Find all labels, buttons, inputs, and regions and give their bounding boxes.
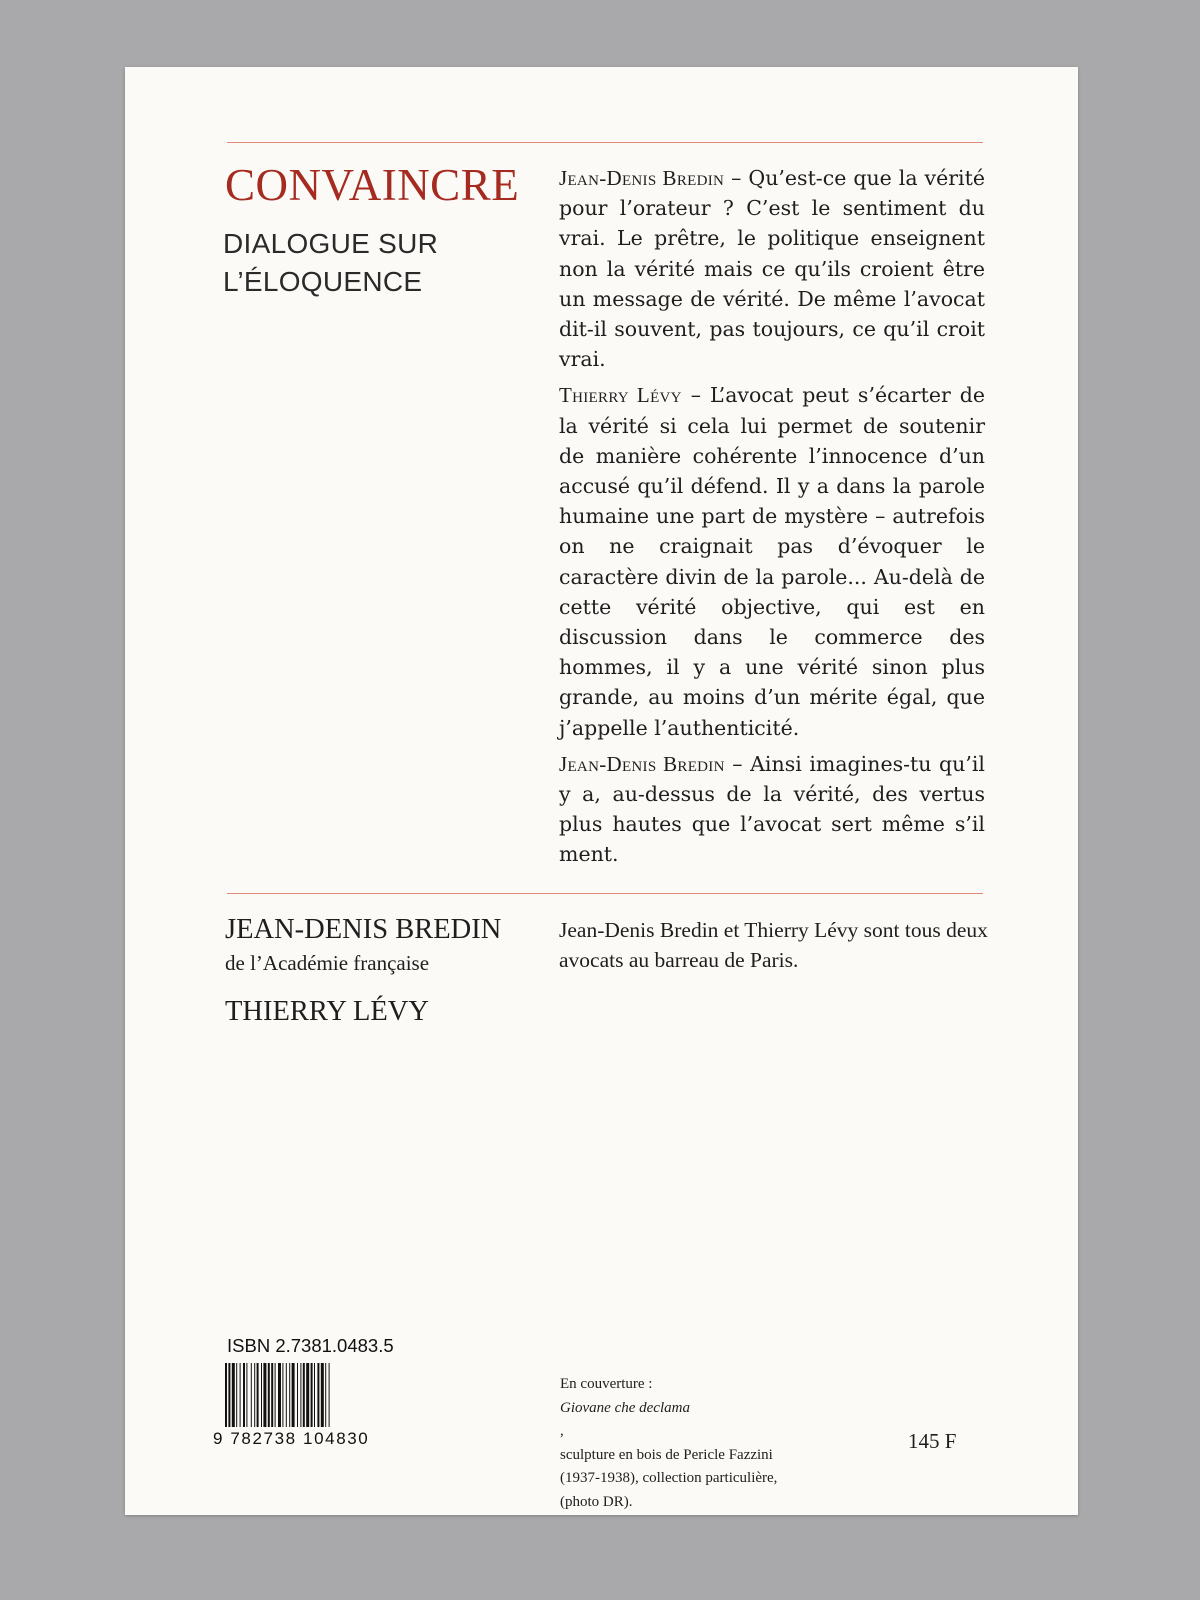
author-bio: Jean-Denis Bredin et Thierry Lévy sont tous deux avocats au barreau de Paris. [559,918,988,972]
speaker-name: Jean-Denis Bredin [559,751,725,776]
barcode-number: 9 782738 104830 [213,1429,370,1448]
barcode-bar [317,1363,319,1427]
barcode-bar [263,1363,266,1427]
barcode-bar [289,1363,290,1427]
barcode-bar [278,1363,281,1427]
price: 145 F [908,1429,957,1453]
cover-credit [560,1373,880,1514]
dialogue-excerpt [559,163,985,876]
excerpt-text: – Ainsi imagines-tu qu’il y a, au-dessus de la vérité, des vertus plus hautes que l’avocat sert même s’il ment. [559,751,985,867]
excerpt-paragraph [559,749,985,870]
artwork-title: Giovane che declama [560,1399,690,1416]
barcode-bar [325,1363,326,1427]
barcode-bar [236,1363,237,1427]
author-affiliation: de l’Académie française [225,951,430,975]
subtitle-line: DIALOGUE SUR [223,228,439,259]
credit-line: (1937-1938), collection particulière, [560,1470,778,1486]
top-divider [227,142,983,143]
credit-line: (photo DR). [560,1493,633,1510]
excerpt-paragraph [559,380,985,742]
barcode-bar [297,1363,298,1427]
middle-divider [227,893,983,894]
author-name-2: THIERRY LÉVY [225,996,429,1027]
barcode-bar [228,1363,230,1427]
barcode-bar [251,1363,252,1427]
isbn-label: ISBN 2.7381.0483.5 [227,1335,394,1356]
barcode-bar [243,1363,245,1427]
book-subtitle [223,225,438,301]
subtitle-line: L’ÉLOQUENCE [223,266,423,297]
barcode [223,1363,413,1427]
barcode-bar [275,1363,276,1427]
excerpt-text: – L’avocat peut s’écarter de la vérité si cela lui permet de soutenir de manière cohérente l’innocence d’un accusé qu’il défend. Il y a dans la parole humaine une part de mystère – autrefois on ne craignait pas d’évoquer le caractère divin de la parole... Au-delà de cette vérité objective, qui est en discussion dans le commerce des hommes, il y a une vérité sinon plus grande, au moins d’un mérite égal, que j’appelle l’authenticité. [559,383,985,740]
book-back-cover [125,67,1078,1515]
barcode-bar [225,1363,227,1427]
barcode-bar [303,1363,305,1427]
barcode-bar [286,1363,287,1427]
barcode-bar [257,1363,259,1427]
credit-line: sculpture en bois de Pericle Fazzini [560,1446,773,1463]
excerpt-text: – Qu’est-ce que la vérité pour l’orateur ? C’est le sentiment du vrai. Le prêtre, le politique enseignent non la vérité mais ce qu’ils croient être un message de vérité. De même l’avocat dit-il souvent, pas toujours, ce qu’il croit vrai. [559,166,985,372]
barcode-bar [292,1363,295,1427]
barcode-bar [329,1363,330,1427]
barcode-bar [282,1363,283,1427]
author-name-1: JEAN-DENIS BREDIN [225,914,502,945]
credit-prefix: En couverture : [560,1376,653,1392]
barcode-bar [268,1363,270,1427]
barcode-bar [232,1363,235,1427]
barcode-bar [271,1363,273,1427]
credit-line [560,1373,880,1444]
credit-suffix: , [560,1423,564,1439]
barcode-bar [314,1363,315,1427]
barcode-bar [306,1363,309,1427]
barcode-bar [254,1363,255,1427]
barcode-bar [261,1363,262,1427]
speaker-name: Thierry Lévy [559,383,682,408]
barcode-bar [321,1363,324,1427]
book-title: CONVAINCRE [225,160,520,210]
barcode-bar [300,1363,301,1427]
excerpt-paragraph [559,163,985,374]
barcode-bar [240,1363,241,1427]
speaker-name: Jean-Denis Bredin [559,166,725,190]
barcode-bar [311,1363,313,1427]
barcode-bar [246,1363,247,1427]
